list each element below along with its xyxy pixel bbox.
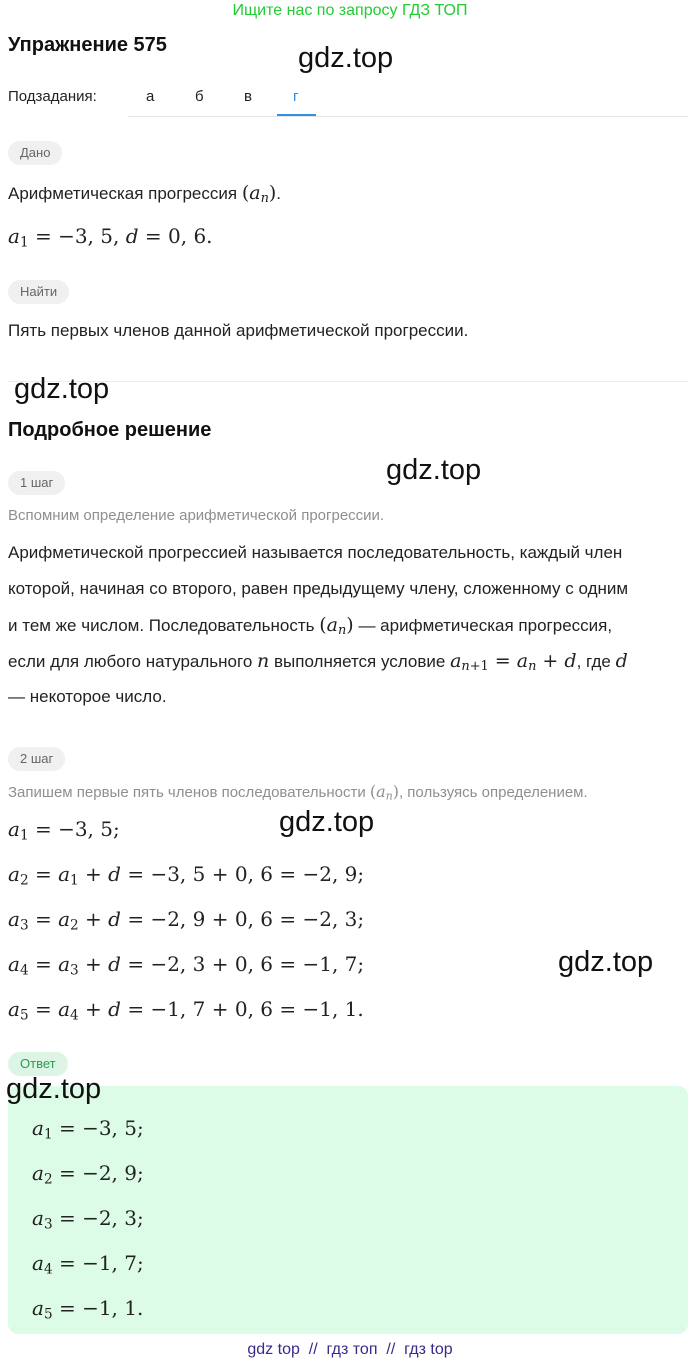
step2-eq-3: $a_3 = a_2 + d = -2$, 9 + 0, 6 = −2, 3; [8, 907, 365, 934]
answer-eq-2: $a_2 = -2$, 9; [32, 1161, 144, 1188]
answer-eq-3: $a_3 = -2$, 3; [32, 1206, 144, 1233]
n-symbol: n [257, 650, 270, 672]
recurrence-formula: $a_{n+1} = a_n + d$ [450, 650, 577, 675]
step2-eq-5: $a_5 = a_4 + d = -1$, 7 + 0, 6 = −1, 1. [8, 997, 364, 1024]
section-divider [8, 381, 688, 382]
step1-tag: 1 шаг [8, 471, 65, 495]
step2-tag: 2 шаг [8, 747, 65, 771]
exercise-title: Упражнение 575 [8, 34, 167, 56]
answer-eq-4: $a_4 = -1$, 7; [32, 1251, 144, 1278]
solution-title: Подробное решение [8, 419, 212, 441]
top-banner[interactable]: Ищите нас по запросу ГДЗ ТОП [232, 2, 468, 19]
step1-line5: — некоторое число. [8, 687, 167, 706]
step1-note: Вспомним определение арифметической прогрессии. [8, 507, 385, 524]
subtask-tabs [128, 88, 688, 117]
step2-eq-2: $a_2 = a_1 + d = -3$, 5 + 0, 6 = −2, 9; [8, 862, 365, 889]
given-values: $a_1 = -3$, 5, d = 0, 6. [8, 224, 213, 251]
tab-b[interactable]: б [195, 88, 204, 105]
step1-line3: и тем же числом. Последовательность $(a_n)$ — арифметическая прогрессия, [8, 614, 613, 639]
answer-eq-1: $a_1 = -3$, 5; [32, 1116, 144, 1143]
answer-eq-5: $a_5 = -1$, 1. [32, 1296, 144, 1323]
watermark: gdz.top [558, 946, 654, 978]
active-tab-underline [277, 114, 316, 116]
watermark: gdz.top [298, 42, 394, 74]
watermark: gdz.top [14, 373, 110, 405]
find-text: Пять первых членов данной арифметической прогрессии. [8, 321, 469, 340]
step1-line1: Арифметической прогрессией называется последовательность, каждый член [8, 543, 623, 562]
given-text: Арифметическая прогрессия $(a_n)$. [8, 182, 282, 207]
watermark: gdz.top [279, 806, 375, 838]
given-sequence: $(a_n)$ [241, 182, 277, 207]
footer-links[interactable]: gdz top // гдз топ // гдз top [247, 1341, 453, 1358]
find-tag: Найти [8, 280, 69, 304]
given-tag: Дано [8, 141, 62, 165]
step1-line2: которой, начиная со второго, равен предыдущему члену, сложенному с одним [8, 579, 629, 598]
tab-a[interactable]: а [146, 88, 155, 105]
watermark: gdz.top [386, 454, 482, 486]
d-symbol: d [615, 650, 628, 672]
step2-note: Запишем первые пять членов последовательности $(a_n)$, пользуясь определением. [8, 782, 588, 803]
sequence-symbol: $(a_n)$ [319, 614, 354, 639]
tab-v[interactable]: в [244, 88, 252, 105]
step2-eq-4: $a_4 = a_3 + d = -2$, 3 + 0, 6 = −1, 7; [8, 952, 365, 979]
tab-g[interactable]: г [293, 88, 299, 105]
subtasks-label: Подзадания: [8, 88, 97, 105]
step2-eq-1: $a_1 = -3$, 5; [8, 817, 120, 844]
answer-tag: Ответ [8, 1052, 68, 1076]
watermark: gdz.top [6, 1073, 102, 1105]
step1-line4: если для любого натурального n выполняется условие $a_{n+1} = a_n + d$, где d [8, 650, 628, 675]
answer-box [8, 1086, 688, 1334]
sequence-symbol-gray: $(a_n)$ [369, 782, 399, 803]
